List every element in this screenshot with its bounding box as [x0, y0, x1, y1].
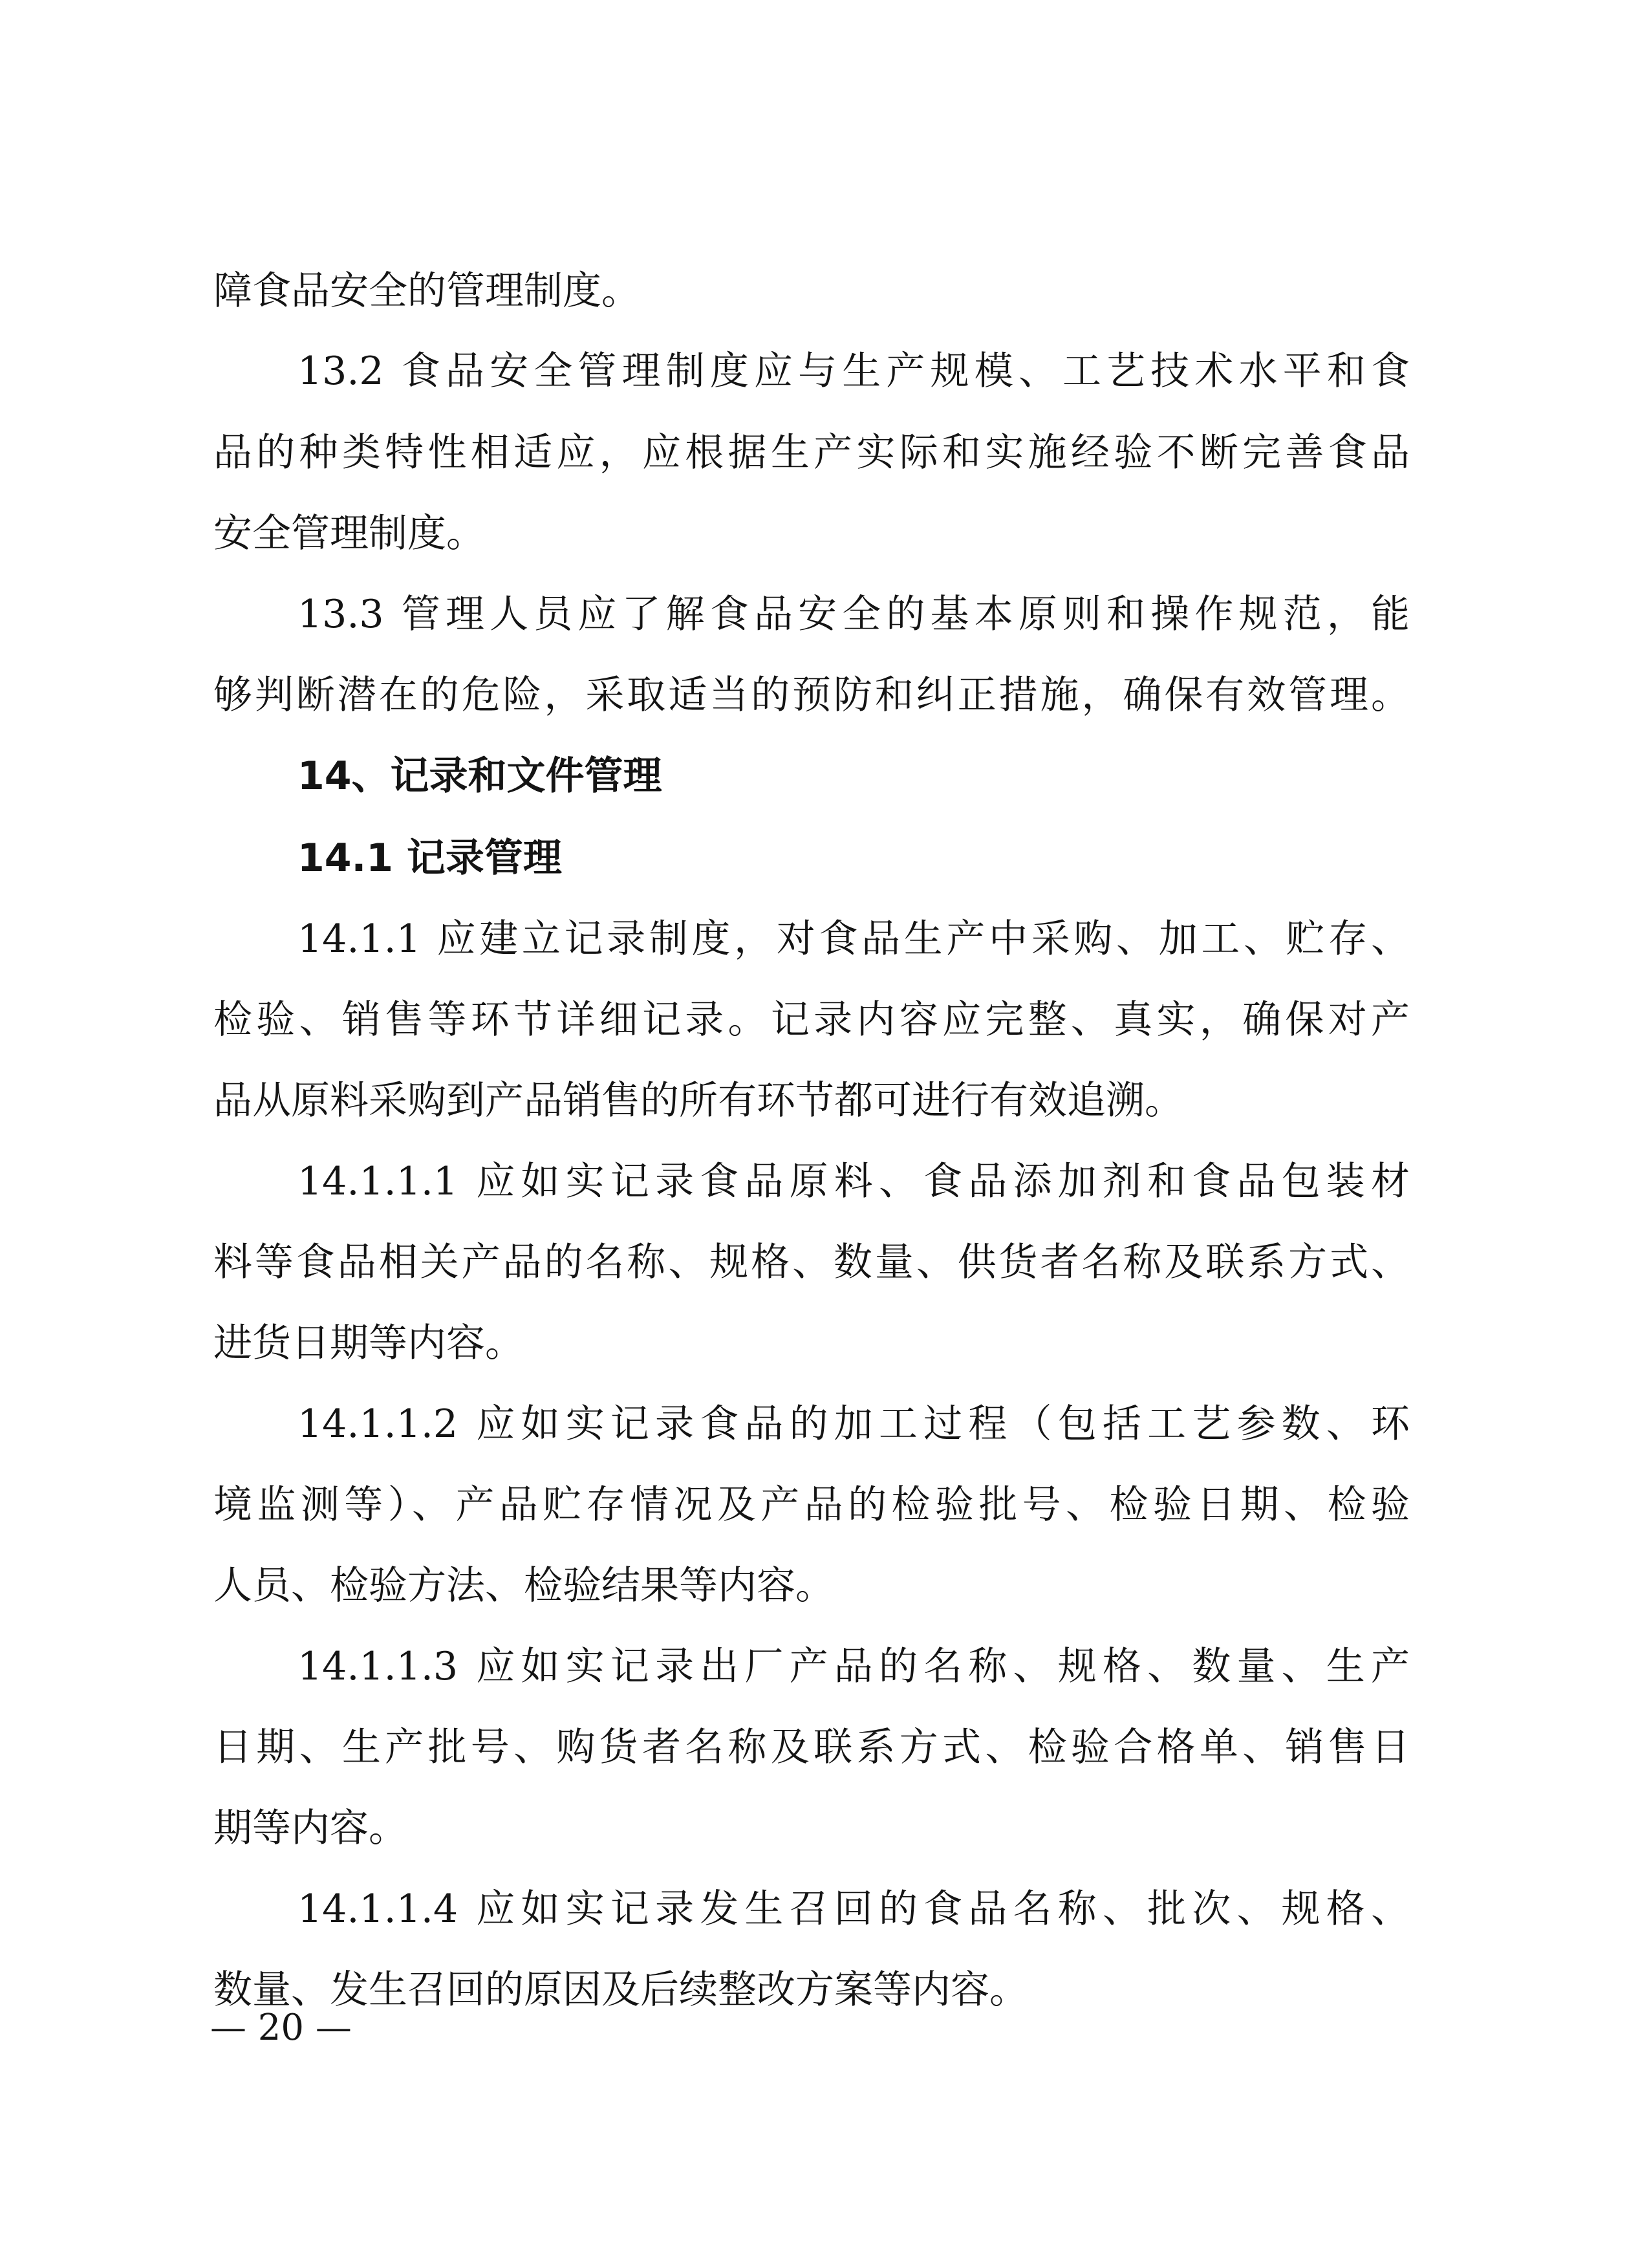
paragraph-line: 安全管理制度。	[213, 511, 485, 556]
paragraph-line: 14.1.1.2 应如实记录食品的加工过程（包括工艺参数、环	[297, 1401, 1410, 1447]
paragraph-line: 期等内容。	[213, 1806, 407, 1851]
paragraph-line: 14.1.1.1 应如实记录食品原料、食品添加剂和食品包装材	[297, 1159, 1410, 1204]
paragraph-line: 境监测等）、产品贮存情况及产品的检验批号、检验日期、检验	[213, 1482, 1410, 1528]
page-number: — 20 —	[210, 2007, 352, 2049]
paragraph-line: 日期、生产批号、购货者名称及联系方式、检验合格单、销售日	[213, 1725, 1410, 1770]
paragraph-line: 13.2 食品安全管理制度应与生产规模、工艺技术水平和食	[297, 349, 1410, 394]
paragraph-line: 够判断潜在的危险，采取适当的预防和纠正措施，确保有效管理。	[213, 673, 1410, 718]
paragraph-line: 数量、发生召回的原因及后续整改方案等内容。	[213, 1967, 1028, 2013]
paragraph-line: 14.1.1.3 应如实记录出厂产品的名称、规格、数量、生产	[297, 1644, 1410, 1689]
paragraph-line: 进货日期等内容。	[213, 1321, 524, 1366]
paragraph-line: 14.1.1.4 应如实记录发生召回的食品名称、批次、规格、	[297, 1886, 1410, 1932]
paragraph-line: 14.1.1 应建立记录制度，对食品生产中采购、加工、贮存、	[297, 916, 1410, 962]
paragraph-line: 障食品安全的管理制度。	[213, 268, 640, 314]
paragraph-line: 检验、销售等环节详细记录。记录内容应完整、真实，确保对产	[213, 997, 1410, 1042]
subsection-heading: 14.1 记录管理	[297, 836, 562, 881]
paragraph-line: 料等食品相关产品的名称、规格、数量、供货者名称及联系方式、	[213, 1240, 1410, 1285]
paragraph-line: 品的种类特性相适应，应根据生产实际和实施经验不断完善食品	[213, 430, 1410, 475]
paragraph-line: 人员、检验方法、检验结果等内容。	[213, 1563, 834, 1608]
paragraph-line: 品从原料采购到产品销售的所有环节都可进行有效追溯。	[213, 1078, 1183, 1123]
section-heading: 14、记录和文件管理	[297, 753, 662, 799]
paragraph-line: 13.3 管理人员应了解食品安全的基本原则和操作规范，能	[297, 592, 1410, 637]
